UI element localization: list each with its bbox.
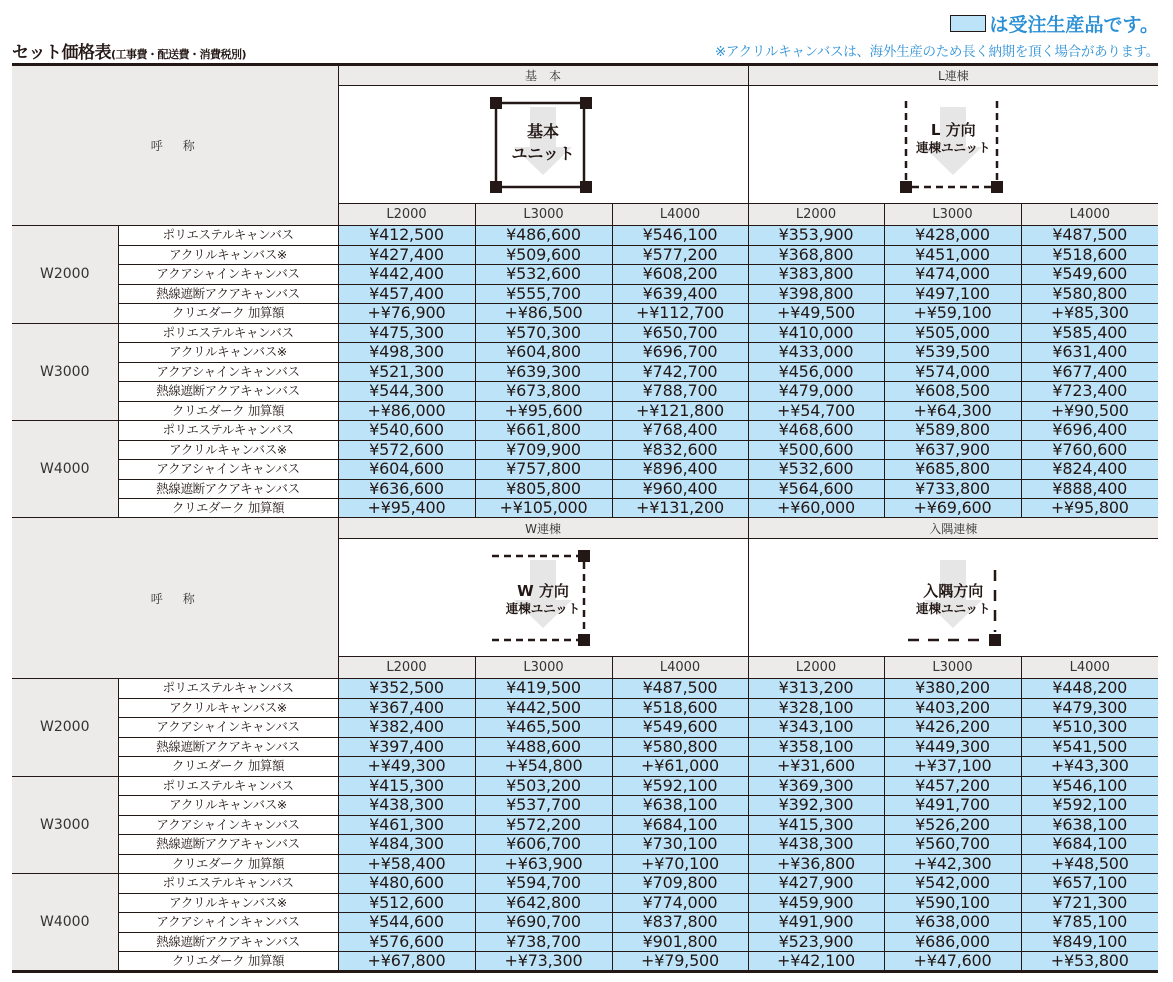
header-name-cell: 呼 称 <box>12 65 338 226</box>
canvas-type-label: ポリエステルキャンバス <box>118 776 338 796</box>
width-label: W4000 <box>12 874 118 972</box>
price-cell: ¥592,100 <box>1021 796 1158 816</box>
price-cell: ¥785,100 <box>1021 913 1158 933</box>
price-cell: ¥696,400 <box>1021 421 1158 441</box>
price-cell: ¥757,800 <box>475 460 612 480</box>
canvas-type-label: アクアシャインキャンバス <box>118 718 338 738</box>
unit-diagram-l <box>898 95 1008 195</box>
price-cell: ¥636,600 <box>338 479 475 499</box>
canvas-type-label: 熱線遮断アクアキャンバス <box>118 382 338 402</box>
size-header: L2000 <box>748 204 884 226</box>
price-cell: ¥537,700 <box>475 796 612 816</box>
table-row <box>12 815 1158 835</box>
price-cell: ¥474,000 <box>884 265 1021 285</box>
canvas-type-label: クリエダーク 加算額 <box>118 952 338 972</box>
price-cell: ¥486,600 <box>475 226 612 246</box>
size-header: L3000 <box>475 657 612 679</box>
price-cell: +¥85,300 <box>1021 304 1158 324</box>
price-cell: ¥637,900 <box>884 440 1021 460</box>
table-row <box>12 679 1158 699</box>
price-cell: ¥742,700 <box>612 362 748 382</box>
price-cell: +¥63,900 <box>475 854 612 874</box>
page-title <box>12 38 246 63</box>
canvas-type-label: アクリルキャンバス※ <box>118 343 338 363</box>
price-cell: ¥888,400 <box>1021 479 1158 499</box>
price-cell: ¥589,800 <box>884 421 1021 441</box>
price-cell: ¥768,400 <box>612 421 748 441</box>
table-row <box>12 304 1158 324</box>
price-cell: ¥368,800 <box>748 245 884 265</box>
price-cell: ¥544,300 <box>338 382 475 402</box>
price-cell: ¥580,800 <box>1021 284 1158 304</box>
price-cell: +¥90,500 <box>1021 401 1158 421</box>
price-cell: +¥69,600 <box>884 499 1021 519</box>
canvas-type-label: アクリルキャンバス※ <box>118 698 338 718</box>
price-cell: ¥512,600 <box>338 893 475 913</box>
group-header-1 <box>748 65 1158 86</box>
price-cell: +¥76,900 <box>338 304 475 324</box>
price-cell: ¥901,800 <box>612 932 748 952</box>
price-cell: ¥465,500 <box>475 718 612 738</box>
size-header: L4000 <box>612 204 748 226</box>
price-cell: ¥837,800 <box>612 913 748 933</box>
canvas-type-label: クリエダーク 加算額 <box>118 499 338 519</box>
price-cell: ¥555,700 <box>475 284 612 304</box>
legend-label: は受注生産品です。 <box>989 14 1159 36</box>
price-cell: ¥457,400 <box>338 284 475 304</box>
canvas-type-label: ポリエステルキャンバス <box>118 421 338 441</box>
price-cell: ¥638,100 <box>612 796 748 816</box>
table-row <box>12 265 1158 285</box>
price-cell: ¥451,000 <box>884 245 1021 265</box>
table-row <box>12 893 1158 913</box>
price-cell: ¥523,900 <box>748 932 884 952</box>
price-cell: ¥592,100 <box>612 776 748 796</box>
diagram-label-2: 連棟ユニット <box>916 600 991 616</box>
price-cell: ¥456,000 <box>748 362 884 382</box>
price-cell: ¥491,700 <box>884 796 1021 816</box>
price-cell: ¥488,600 <box>475 737 612 757</box>
width-label: W2000 <box>12 679 118 777</box>
size-header: L4000 <box>612 657 748 679</box>
price-cell: ¥500,600 <box>748 440 884 460</box>
price-cell: ¥590,100 <box>884 893 1021 913</box>
price-cell: ¥497,100 <box>884 284 1021 304</box>
width-label: W3000 <box>12 323 118 421</box>
price-cell: ¥397,400 <box>338 737 475 757</box>
price-cell: ¥580,800 <box>612 737 748 757</box>
price-cell: ¥526,200 <box>884 815 1021 835</box>
price-cell: ¥709,900 <box>475 440 612 460</box>
price-cell: ¥541,500 <box>1021 737 1158 757</box>
price-cell: ¥849,100 <box>1021 932 1158 952</box>
price-cell: +¥59,100 <box>884 304 1021 324</box>
price-cell: ¥415,300 <box>748 815 884 835</box>
group-header-1 <box>748 518 1158 539</box>
price-cell: ¥684,100 <box>612 815 748 835</box>
table-row <box>12 796 1158 816</box>
diagram-label-2: ユニット <box>511 143 575 163</box>
price-cell: ¥608,200 <box>612 265 748 285</box>
size-header: L2000 <box>338 657 475 679</box>
price-cell: ¥433,000 <box>748 343 884 363</box>
price-cell: ¥369,300 <box>748 776 884 796</box>
price-cell: ¥657,100 <box>1021 874 1158 894</box>
price-cell: ¥479,300 <box>1021 698 1158 718</box>
size-header: L4000 <box>1021 657 1158 679</box>
price-cell: ¥419,500 <box>475 679 612 699</box>
price-cell: ¥412,500 <box>338 226 475 246</box>
price-cell: ¥564,600 <box>748 479 884 499</box>
price-cell: ¥415,300 <box>338 776 475 796</box>
price-cell: ¥642,800 <box>475 893 612 913</box>
price-cell: ¥570,300 <box>475 323 612 343</box>
price-cell: ¥774,000 <box>612 893 748 913</box>
price-cell: ¥328,100 <box>748 698 884 718</box>
group-header-0 <box>338 65 748 86</box>
price-cell: +¥49,300 <box>338 757 475 777</box>
unit-diagram-basic <box>488 95 598 195</box>
price-cell: +¥47,600 <box>884 952 1021 972</box>
unit-diagram-cell <box>748 539 1158 657</box>
price-cell: ¥690,700 <box>475 913 612 933</box>
price-cell: ¥427,900 <box>748 874 884 894</box>
table-row <box>12 323 1158 343</box>
table-row <box>12 932 1158 952</box>
size-header: L3000 <box>884 657 1021 679</box>
price-cell: ¥576,600 <box>338 932 475 952</box>
price-cell: ¥383,800 <box>748 265 884 285</box>
price-cell: +¥95,800 <box>1021 499 1158 519</box>
price-cell: +¥42,100 <box>748 952 884 972</box>
price-cell: ¥487,500 <box>1021 226 1158 246</box>
price-cell: ¥442,400 <box>338 265 475 285</box>
price-cell: ¥380,200 <box>884 679 1021 699</box>
price-cell: +¥43,300 <box>1021 757 1158 777</box>
canvas-type-label: アクアシャインキャンバス <box>118 815 338 835</box>
price-cell: ¥544,600 <box>338 913 475 933</box>
price-cell: ¥540,600 <box>338 421 475 441</box>
price-cell: ¥518,600 <box>1021 245 1158 265</box>
canvas-type-label: 熱線遮断アクアキャンバス <box>118 835 338 855</box>
title-main: セット価格表 <box>12 43 111 63</box>
price-cell: ¥639,300 <box>475 362 612 382</box>
price-cell: ¥721,300 <box>1021 893 1158 913</box>
price-cell: ¥650,700 <box>612 323 748 343</box>
price-cell: ¥604,800 <box>475 343 612 363</box>
price-cell: ¥639,400 <box>612 284 748 304</box>
canvas-type-label: 熱線遮断アクアキャンバス <box>118 932 338 952</box>
price-cell: +¥73,300 <box>475 952 612 972</box>
price-cell: ¥438,300 <box>338 796 475 816</box>
price-cell: ¥577,200 <box>612 245 748 265</box>
price-cell: ¥426,200 <box>884 718 1021 738</box>
price-cell: ¥484,300 <box>338 835 475 855</box>
diagram-label-1: 基本 <box>527 121 560 141</box>
canvas-type-label: アクアシャインキャンバス <box>118 362 338 382</box>
price-cell: ¥487,500 <box>612 679 748 699</box>
price-cell: ¥730,100 <box>612 835 748 855</box>
price-cell: ¥631,400 <box>1021 343 1158 363</box>
width-label: W3000 <box>12 776 118 874</box>
price-cell: ¥594,700 <box>475 874 612 894</box>
price-cell: ¥677,400 <box>1021 362 1158 382</box>
price-cell: ¥684,100 <box>1021 835 1158 855</box>
unit-diagram-w <box>488 548 598 648</box>
price-cell: ¥498,300 <box>338 343 475 363</box>
legend-swatch <box>950 15 986 32</box>
unit-diagram-corner <box>898 548 1008 648</box>
price-cell: ¥686,000 <box>884 932 1021 952</box>
price-cell: ¥832,600 <box>612 440 748 460</box>
price-cell: ¥518,600 <box>612 698 748 718</box>
made-to-order-legend <box>950 10 1159 37</box>
diagram-label-2: 連棟ユニット <box>505 600 581 616</box>
price-cell: ¥805,800 <box>475 479 612 499</box>
price-cell: +¥49,500 <box>748 304 884 324</box>
price-cell: ¥546,100 <box>612 226 748 246</box>
canvas-type-label: 熱線遮断アクアキャンバス <box>118 284 338 304</box>
price-cell: +¥95,400 <box>338 499 475 519</box>
unit-diagram-icon <box>898 180 1008 199</box>
price-cell: +¥60,000 <box>748 499 884 519</box>
unit-diagram-icon <box>488 180 598 199</box>
unit-diagram-cell <box>338 539 748 657</box>
price-cell: +¥86,500 <box>475 304 612 324</box>
price-cell: ¥560,700 <box>884 835 1021 855</box>
price-cell: ¥503,200 <box>475 776 612 796</box>
price-cell: ¥685,800 <box>884 460 1021 480</box>
price-cell: +¥54,700 <box>748 401 884 421</box>
price-cell: +¥121,800 <box>612 401 748 421</box>
price-table-basic-l <box>12 63 1158 519</box>
price-cell: ¥358,100 <box>748 737 884 757</box>
table-row <box>12 835 1158 855</box>
price-cell: +¥64,300 <box>884 401 1021 421</box>
canvas-type-label: ポリエステルキャンバス <box>118 323 338 343</box>
price-cell: +¥37,100 <box>884 757 1021 777</box>
price-cell: ¥449,300 <box>884 737 1021 757</box>
price-cell: ¥459,900 <box>748 893 884 913</box>
table-row <box>12 245 1158 265</box>
price-cell: ¥367,400 <box>338 698 475 718</box>
price-cell: ¥353,900 <box>748 226 884 246</box>
table-row <box>12 460 1158 480</box>
unit-diagram-cell <box>338 86 748 204</box>
group-label: W連棟 <box>525 521 561 536</box>
price-cell: ¥606,700 <box>475 835 612 855</box>
diagram-label-1: W 方向 <box>517 581 569 600</box>
unit-diagram-icon <box>898 633 1008 652</box>
canvas-type-label: 熱線遮断アクアキャンバス <box>118 737 338 757</box>
price-cell: ¥539,500 <box>884 343 1021 363</box>
price-cell: ¥352,500 <box>338 679 475 699</box>
price-cell: ¥392,300 <box>748 796 884 816</box>
price-cell: ¥410,000 <box>748 323 884 343</box>
canvas-type-label: クリエダーク 加算額 <box>118 401 338 421</box>
price-table-w-corner <box>12 517 1158 973</box>
size-header: L2000 <box>748 657 884 679</box>
price-cell: +¥42,300 <box>884 854 1021 874</box>
diagram-label-2: 連棟ユニット <box>916 139 991 155</box>
price-cell: ¥398,800 <box>748 284 884 304</box>
canvas-type-label: ポリエステルキャンバス <box>118 679 338 699</box>
price-cell: ¥760,600 <box>1021 440 1158 460</box>
price-cell: ¥738,700 <box>475 932 612 952</box>
price-cell: ¥546,100 <box>1021 776 1158 796</box>
price-cell: ¥723,400 <box>1021 382 1158 402</box>
table-row <box>12 440 1158 460</box>
table-row <box>12 284 1158 304</box>
price-cell: ¥661,800 <box>475 421 612 441</box>
canvas-type-label: クリエダーク 加算額 <box>118 854 338 874</box>
price-cell: ¥788,700 <box>612 382 748 402</box>
size-header: L4000 <box>1021 204 1158 226</box>
price-cell: +¥31,600 <box>748 757 884 777</box>
canvas-type-label: アクリルキャンバス※ <box>118 796 338 816</box>
price-cell: ¥696,700 <box>612 343 748 363</box>
price-cell: ¥824,400 <box>1021 460 1158 480</box>
price-cell: ¥549,600 <box>1021 265 1158 285</box>
price-cell: +¥67,800 <box>338 952 475 972</box>
table-row <box>12 401 1158 421</box>
price-cell: +¥70,100 <box>612 854 748 874</box>
price-cell: ¥532,600 <box>475 265 612 285</box>
size-header: L3000 <box>884 204 1021 226</box>
title-sub: (工事費・配送費・消費税別) <box>111 48 247 61</box>
price-cell: ¥572,200 <box>475 815 612 835</box>
canvas-type-label: ポリエステルキャンバス <box>118 226 338 246</box>
table-row <box>12 952 1158 972</box>
price-cell: ¥521,300 <box>338 362 475 382</box>
table-row <box>12 343 1158 363</box>
table-row <box>12 874 1158 894</box>
canvas-type-label: アクアシャインキャンバス <box>118 265 338 285</box>
price-cell: ¥509,600 <box>475 245 612 265</box>
size-header: L3000 <box>475 204 612 226</box>
price-cell: ¥709,800 <box>612 874 748 894</box>
table-row <box>12 382 1158 402</box>
width-label: W2000 <box>12 226 118 324</box>
price-cell: +¥131,200 <box>612 499 748 519</box>
price-cell: ¥638,000 <box>884 913 1021 933</box>
price-cell: ¥442,500 <box>475 698 612 718</box>
group-label: 基 本 <box>525 69 562 83</box>
price-cell: +¥36,800 <box>748 854 884 874</box>
price-cell: ¥468,600 <box>748 421 884 441</box>
price-cell: ¥574,000 <box>884 362 1021 382</box>
canvas-type-label: クリエダーク 加算額 <box>118 757 338 777</box>
price-cell: ¥438,300 <box>748 835 884 855</box>
unit-diagram-cell <box>748 86 1158 204</box>
price-cell: ¥382,400 <box>338 718 475 738</box>
price-cell: ¥480,600 <box>338 874 475 894</box>
price-cell: +¥61,000 <box>612 757 748 777</box>
price-cell: +¥53,800 <box>1021 952 1158 972</box>
price-cell: +¥54,800 <box>475 757 612 777</box>
diagram-label-1: 入隅方向 <box>923 581 984 600</box>
price-cell: +¥79,500 <box>612 952 748 972</box>
price-cell: ¥960,400 <box>612 479 748 499</box>
table-row <box>12 226 1158 246</box>
table-row <box>12 479 1158 499</box>
table-row <box>12 421 1158 441</box>
table-row <box>12 854 1158 874</box>
price-cell: ¥572,600 <box>338 440 475 460</box>
canvas-type-label: 熱線遮断アクアキャンバス <box>118 479 338 499</box>
price-cell: ¥896,400 <box>612 460 748 480</box>
canvas-type-label: アクリルキャンバス※ <box>118 893 338 913</box>
canvas-type-label: アクアシャインキャンバス <box>118 913 338 933</box>
canvas-type-label: アクリルキャンバス※ <box>118 245 338 265</box>
table-row <box>12 362 1158 382</box>
unit-diagram-icon <box>488 633 598 652</box>
price-cell: +¥48,500 <box>1021 854 1158 874</box>
price-cell: +¥105,000 <box>475 499 612 519</box>
size-header: L2000 <box>338 204 475 226</box>
price-cell: ¥491,900 <box>748 913 884 933</box>
price-cell: ¥733,800 <box>884 479 1021 499</box>
canvas-type-label: クリエダーク 加算額 <box>118 304 338 324</box>
diagram-label-1: L 方向 <box>930 120 976 139</box>
price-cell: ¥638,100 <box>1021 815 1158 835</box>
table-row <box>12 737 1158 757</box>
table-row <box>12 757 1158 777</box>
price-cell: ¥532,600 <box>748 460 884 480</box>
price-cell: ¥479,000 <box>748 382 884 402</box>
price-cell: ¥542,000 <box>884 874 1021 894</box>
price-cell: ¥461,300 <box>338 815 475 835</box>
header-name-cell: 呼 称 <box>12 518 338 679</box>
price-cell: +¥86,000 <box>338 401 475 421</box>
table-row <box>12 776 1158 796</box>
group-label: 入隅連棟 <box>929 521 978 536</box>
group-label: L連棟 <box>937 69 969 83</box>
acrylic-note: ※アクリルキャンバスは、海外生産のため長く納期を頂く場合があります。 <box>714 44 1159 60</box>
price-cell: +¥58,400 <box>338 854 475 874</box>
canvas-type-label: ポリエステルキャンバス <box>118 874 338 894</box>
price-cell: ¥343,100 <box>748 718 884 738</box>
table-row <box>12 698 1158 718</box>
price-cell: ¥608,500 <box>884 382 1021 402</box>
table-row <box>12 499 1158 519</box>
table-row <box>12 718 1158 738</box>
price-cell: ¥510,300 <box>1021 718 1158 738</box>
price-cell: ¥427,400 <box>338 245 475 265</box>
price-cell: ¥475,300 <box>338 323 475 343</box>
table-row <box>12 913 1158 933</box>
price-cell: ¥313,200 <box>748 679 884 699</box>
canvas-type-label: アクリルキャンバス※ <box>118 440 338 460</box>
group-header-0 <box>338 518 748 539</box>
price-cell: ¥673,800 <box>475 382 612 402</box>
width-label: W4000 <box>12 421 118 519</box>
price-cell: +¥112,700 <box>612 304 748 324</box>
canvas-type-label: アクアシャインキャンバス <box>118 460 338 480</box>
price-cell: +¥95,600 <box>475 401 612 421</box>
price-cell: ¥448,200 <box>1021 679 1158 699</box>
price-cell: ¥428,000 <box>884 226 1021 246</box>
price-cell: ¥403,200 <box>884 698 1021 718</box>
price-cell: ¥457,200 <box>884 776 1021 796</box>
price-cell: ¥549,600 <box>612 718 748 738</box>
price-cell: ¥585,400 <box>1021 323 1158 343</box>
price-cell: ¥604,600 <box>338 460 475 480</box>
price-cell: ¥505,000 <box>884 323 1021 343</box>
